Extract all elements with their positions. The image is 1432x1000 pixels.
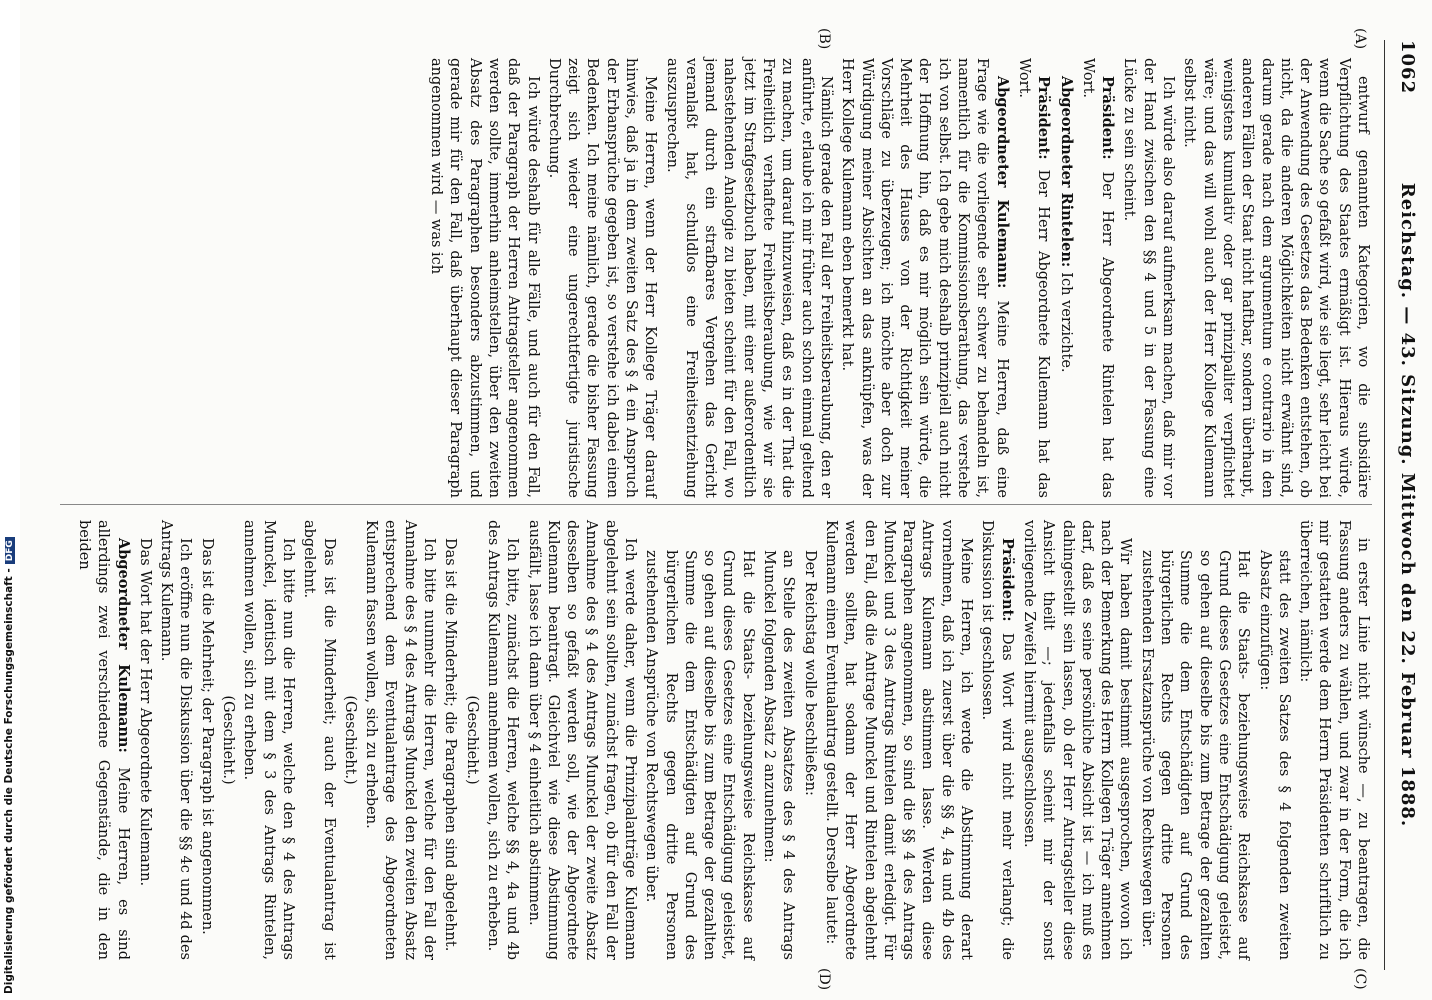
paragraph-text: Ich bitte nunmehr die Herren, welche für den Fall der Annahme des § 4 des Antrags Munckel den zweiten Absatz entsprechend dem Eventualantrage des Abgeordneten Kulemann fassen wollen, sich zu erheben.	[363, 520, 438, 960]
paragraph	[461, 520, 480, 960]
paragraph-text: Das ist die Mehrheit; der Paragraph ist angenommen.	[198, 538, 215, 935]
paragraph	[218, 520, 237, 960]
paragraph	[196, 520, 215, 960]
speaker-name: Abgeordneter Rintelen:	[1057, 76, 1075, 273]
margin-mark-c: (C)	[1352, 968, 1368, 990]
paragraph	[1055, 58, 1075, 498]
attribution-text: Digitalisierung gefördert durch die Deutsche Forschungsgemeinschaft -DFG	[3, 0, 17, 994]
page-number: 1062	[1397, 40, 1418, 95]
paragraph-text: statt des zweiten Satzes des § 4 folgenden zweiten Absatz einzufügen:	[1256, 550, 1292, 960]
paragraph	[1179, 58, 1372, 498]
paragraph	[299, 520, 338, 960]
paragraph-text: Ich bitte nun die Herren, welche den § 4 des Antrags Munckel, identisch mit dem § 3 des Antrags Rintelen, annehmen wollen, sich zu erheben.	[241, 520, 296, 960]
page-header	[1384, 40, 1424, 970]
paragraph	[977, 520, 1017, 960]
paragraph-text: Ich würde also darauf aufmerksam machen, daß mir vor der Hand zwischen den §§ 4 und 5 in der Fassung eine Lücke zu sein scheint.	[1121, 58, 1177, 498]
paragraph	[1136, 520, 1252, 960]
speaker-name: Präsident:	[998, 538, 1016, 633]
paragraph	[1119, 58, 1177, 498]
paragraph-text: Der Herr Abgeordnete Kulemann hat das Wort.	[1015, 58, 1052, 498]
document-page	[20, 0, 1432, 1000]
paragraph	[483, 520, 522, 960]
column-separator	[60, 504, 1372, 505]
paragraph	[641, 520, 757, 960]
paragraph-text: (Geschieht.)	[341, 695, 358, 785]
dfg-logo: DFG	[5, 537, 15, 564]
paragraph-text: (Geschieht.)	[463, 695, 480, 785]
paragraph	[361, 520, 438, 960]
right-column	[72, 520, 1372, 960]
speaker-name: Abgeordneter Kulemann:	[114, 538, 132, 768]
paragraph-text: Der Herr Abgeordnete Rintelen hat das Wort.	[1079, 58, 1116, 498]
paragraph-text: Meine Herren, daß eine Frage wie die vorliegende sehr schwer zu behandeln ist, namentlich für die Kommissionsberathung, das verstehe ich von selbst. Ich gebe mich deshalb prinzipiell auch nicht der Hoffnung hin, daß es mir möglich sein würde, die Mehrheit des Hauses von der Richtigkeit meiner Vorschläge zu überzeugen; ich möchte aber doch zur Würdigung meiner Absichten an das anknüpfen, was der Herr Kollege Kulemann eben bemerkt hat.	[839, 58, 1010, 498]
left-column	[424, 58, 1372, 498]
paragraph-text: Das Wort wird nicht mehr verlangt; die Diskussion ist geschlossen.	[979, 520, 1015, 960]
paragraph-text: Wir haben damit bestimmt ausgesprochen, wovon ich nach der Bemerkung des Herrn Kollegen Träger annehmen darf, daß es seine persönliche Absicht ist — ich muß es dahingestellt sein lassen, ob der Herr Antragsteller diese Ansicht theilt —; jedenfalls scheint mir der sonst vorliegende Zweifel hiermit ausgeschlossen.	[1020, 520, 1134, 960]
paragraph-text: Der Reichstag wolle beschließen:	[801, 550, 818, 796]
paragraph-text: Hat die Staats- beziehungsweise Reichskasse auf Grund dieses Gesetzes eine Entschädigung geleistet, so gehen auf dieselbe bis zum Betrage der gezahlten Summe die dem Entschädigten auf Grund des bürgerlichen Rechts gegen dritte Personen zustehenden Ersatzansprüche von Rechtswegen über.	[1138, 550, 1252, 960]
paragraph	[440, 520, 459, 960]
paragraph	[156, 520, 195, 960]
paragraph	[661, 58, 835, 498]
paragraph	[74, 520, 133, 960]
paragraph	[135, 520, 154, 960]
paragraph	[523, 520, 639, 960]
paragraph-text: an Stelle des zweiten Absatzes des § 4 des Antrags Munckel folgenden Absatz 2 anzunehmen:	[761, 550, 797, 960]
paragraph-text: Das ist die Minderheit; die Paragraphen sind abgelehnt.	[442, 538, 459, 952]
paragraph	[1295, 520, 1372, 960]
paragraph-text: Ich würde deshalb für alle Fälle, und auch für den Fall, daß der Paragraph der Herren Antragsteller angenommen werden sollte, immerhin anheimstellen, über den zweiten Absatz des Paragraphen besonders abzustimmen, und gerade mir für den Fall, daß überhaupt dieser Paragraph angenommen wird — was ich	[428, 58, 541, 498]
paragraph-text: (Geschieht.)	[220, 695, 237, 785]
paragraph	[1019, 520, 1135, 960]
header-rule	[1384, 40, 1385, 970]
paragraph	[837, 58, 1012, 498]
paragraph-text: in erster Linie nicht wünsche —, zu beantragen, die Fassung anders zu wählen, und zwar in der Form, die ich mir gestatten werde dem Herrn Präsidenten schriftlich zu überreichen, nämlich:	[1297, 520, 1371, 960]
paragraph-text: Meine Herren, ich werde die Abstimmung derart vornehmen, daß ich zuerst über die §§ 4, 4a und 4b des Antrags Kulemann abstimmen lasse. Werden diese Paragraphen angenommen, so sind die §§ 4 des Antrags Munckel und 3 des Antrags Rintelen damit erledigt. Für den Fall, daß die Antrage Munckel und Rintelen abgelehnt werden sollten, hat sodann der Herr Abgeordnete Kulemann einen Eventualantrag gestellt. Derselbe lautet:	[822, 520, 975, 960]
paragraph-text: Das ist die Minderheit; auch der Eventualantrag ist abgelehnt.	[301, 520, 337, 960]
attribution-strip	[0, 0, 20, 1000]
paragraph	[759, 520, 798, 960]
paragraph	[1254, 520, 1293, 960]
paragraph-text: entwurf genannten Kategorien, wo die subsidiäre Verpflichtung des Staates ermäßigt ist. Hieraus würde, wenn die Sache so gefaßt wird, wie sie liegt, sehr leicht bei der Anwendung des Gesetzes das Bedenken entstehen, ob nicht, da die anderen Möglichkeiten nicht erwähnt sind, darum gerade nach dem argumentum e contrario in den anderen Fällen der Staat nicht haftbar, sondern überhaupt, wenigstens kumulativ oder gar prinzipaliter verpflichtet wäre; und das will wohl auch der Herr Kollege Kulemann selbst nicht.	[1181, 58, 1371, 498]
margin-mark-b: (B)	[816, 28, 832, 50]
paragraph	[340, 520, 359, 960]
paragraph-text: Ich bitte, zunächst die Herren, welche §§ 4, 4a und 4b des Antrags Kulemann annehmen wollen, sich zu erheben.	[484, 520, 521, 960]
paragraph	[1078, 58, 1118, 498]
paragraph-text: Meine Herren, es sind allerdings zwei verschiedene Gegenstände, die in den beiden	[76, 520, 131, 960]
paragraph	[1014, 58, 1054, 498]
speaker-name: Präsident:	[1099, 76, 1117, 172]
paragraph	[799, 520, 818, 960]
paragraph	[426, 58, 542, 498]
paragraph-text: Ich werde daher, wenn die Prinzipalanträge Kulemann abgelehnt sein sollten, zunächst fragen, ob für den Fall der Annahme des § 4 des Antrags Munckel der zweite Absatz desselben so gefaßt werden soll, wie der Abgeordnete Kulemann beantragt. Gleichviel wie diese Abstimmung ausfällt, lasse ich dann über § 4 einheitlich abstimmen.	[525, 520, 639, 960]
page-title: Reichstag. — 43. Sitzung. Mittwoch den 22. Februar 1888.	[1397, 182, 1418, 828]
paragraph	[821, 520, 975, 960]
speaker-name: Präsident:	[1035, 76, 1053, 170]
paragraph	[544, 58, 660, 498]
paragraph-text: Das Wort hat der Herr Abgeordnete Kulemann.	[136, 538, 153, 887]
paragraph-text: Nämlich gerade den Fall der Freiheitsberaubung, den er anführte, erlaube ich mir früher auch schon einmal geltend zu machen, um darauf hinzuweisen, daß es in der That die Freiheitlich verhaftete Freiheitsberaubung, wie wir sie jetzt im Strafgesetzbuch haben, mit einer außerordentlich nahestehenden Analogie zu bieten scheint für den Fall, wo jemand durch ein strafbares Vergehen das Gericht veranlaßt hat, schuldlos eine Freiheitsentziehung auszusprechen.	[663, 58, 834, 498]
paragraph-text: Hat die Staats- beziehungsweise Reichskasse auf Grund dieses Gesetzes eine Entschädigung geleistet, so gehen auf dieselbe bis zum Betrage der gezahlten Summe die dem Entschädigten auf Grund des bürgerlichen Rechts gegen dritte Personen zustehenden Ansprüche von Rechtswegen über.	[643, 550, 756, 960]
speaker-name: Abgeordneter Kulemann:	[993, 76, 1011, 301]
paragraph-text: Ich verzichte.	[1057, 272, 1074, 373]
paragraph	[239, 520, 297, 960]
margin-mark-a: (A)	[1352, 28, 1368, 50]
margin-mark-d: (D)	[816, 968, 832, 991]
paragraph-text: Ich eröffne nun die Diskussion über die §§ 4c und 4d des Antrags Kulemann.	[158, 520, 194, 960]
paragraph-text: Meine Herren, wenn der Herr Kollege Träger darauf hinwies, daß ja in dem zweiten Satz des § 4 ein Anspruch der Erbansprüche gegeben ist, so verstehe ich dabei einen Bedenken. Ich meine nämlich, gerade die bisher Fassung zeigt sich wieder eine ungerechtfertigte juristische Durchbrechung.	[545, 58, 659, 498]
